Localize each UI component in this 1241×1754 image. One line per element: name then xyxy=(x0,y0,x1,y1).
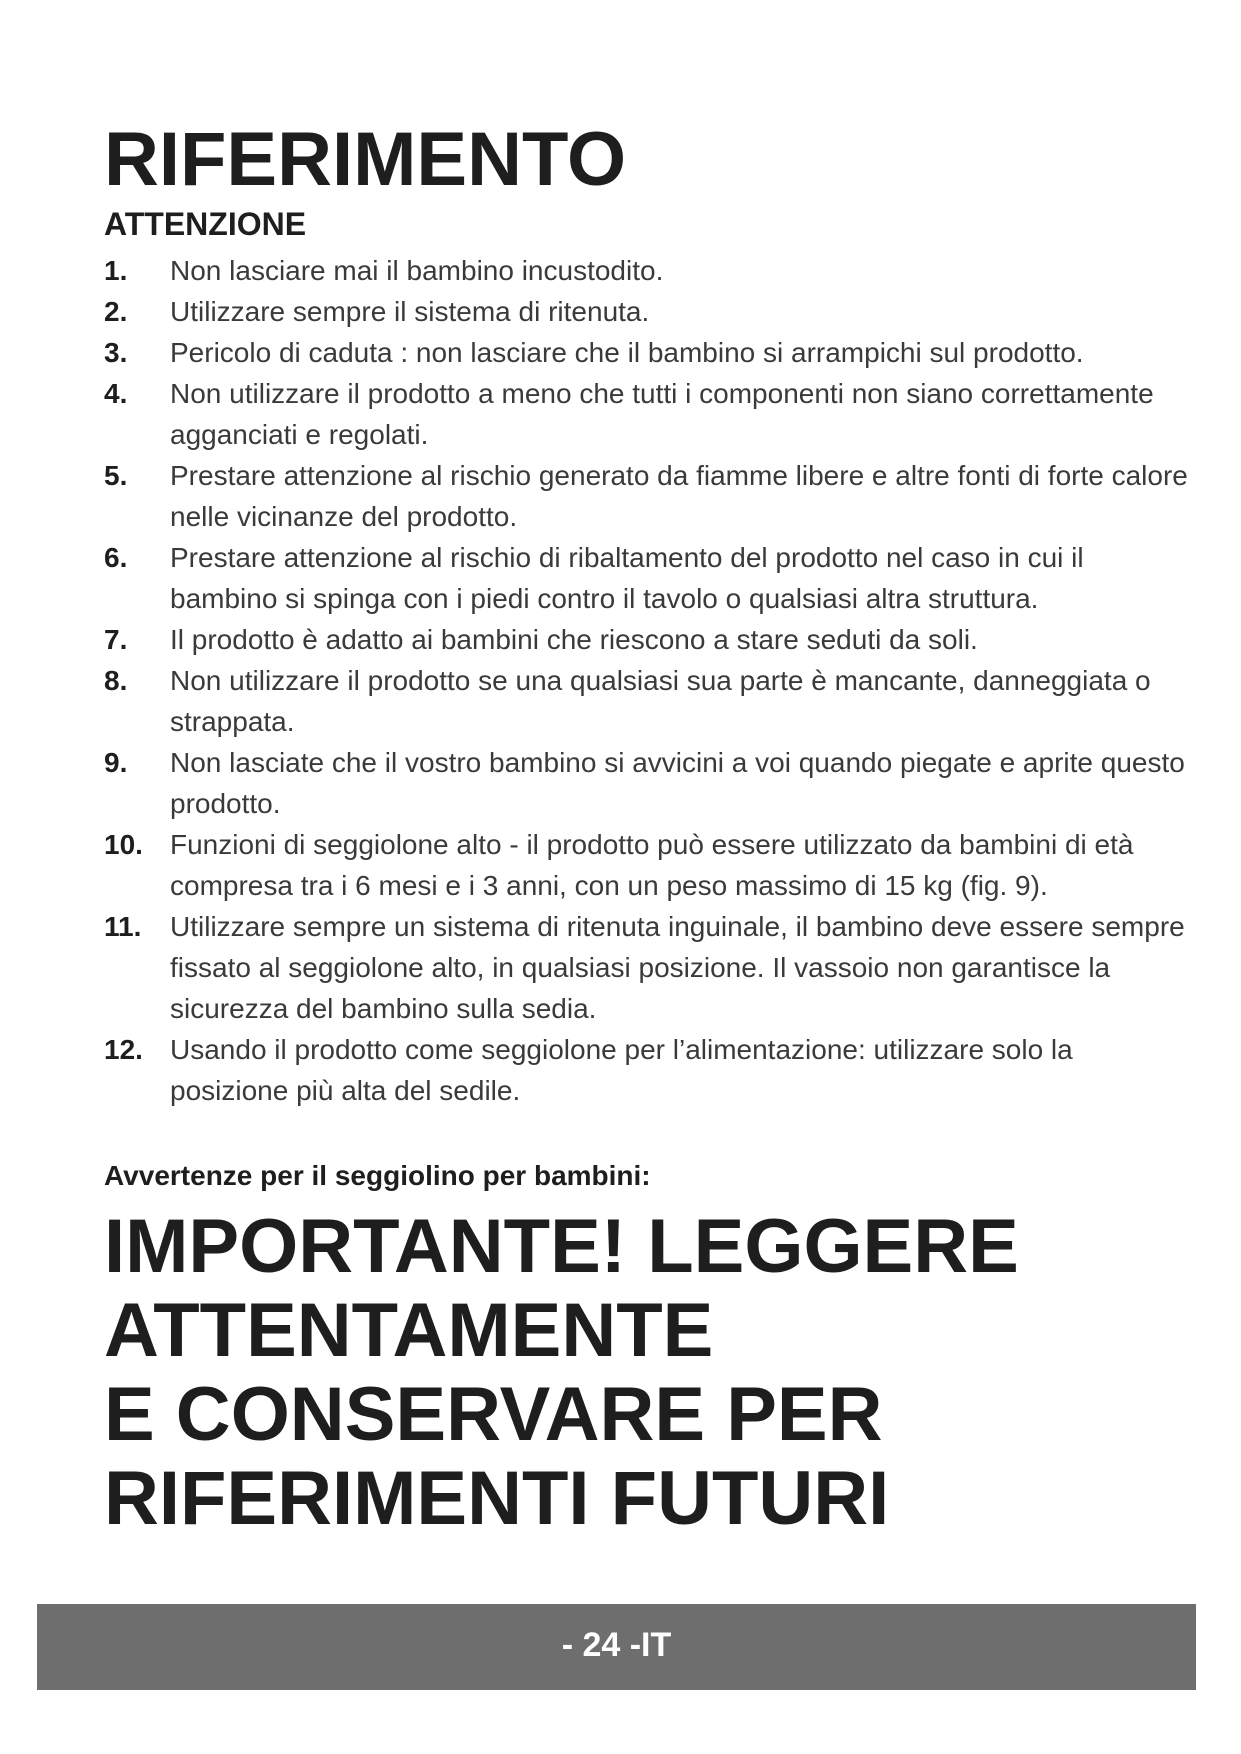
warning-item xyxy=(104,291,1194,332)
warning-text: Non lasciare mai il bambino incustodito. xyxy=(170,255,664,286)
warning-number: 12. xyxy=(104,1034,143,1065)
warning-text: Funzioni di seggiolone alto - il prodotto può essere utilizzato da bambini di età compresa tra i 6 mesi e i 3 anni, con un peso massimo di 15 kg (fig. 9). xyxy=(170,829,1134,901)
warning-item xyxy=(104,742,1194,824)
important-line: IMPORTANTE! LEGGERE xyxy=(104,1204,1019,1289)
warning-text: Utilizzare sempre un sistema di ritenuta inguinale, il bambino deve essere sempre fissato al seggiolone alto, in qualsiasi posizione. Il vassoio non garantisce la sicurezza del bambino sulla sedia. xyxy=(170,911,1185,1024)
warning-number: 6. xyxy=(104,542,128,573)
warning-item xyxy=(104,332,1194,373)
warning-text: Non utilizzare il prodotto se una qualsiasi sua parte è mancante, danneggiata o strappata. xyxy=(170,665,1151,737)
warning-item xyxy=(104,906,1194,1029)
warning-number: 4. xyxy=(104,378,128,409)
page-footer xyxy=(37,1604,1196,1690)
warning-text: Utilizzare sempre il sistema di ritenuta. xyxy=(170,296,650,327)
warning-number: 9. xyxy=(104,747,128,778)
warning-number: 10. xyxy=(104,829,143,860)
warning-number: 3. xyxy=(104,337,128,368)
important-line: RIFERIMENTI FUTURI xyxy=(104,1456,890,1541)
warning-item xyxy=(104,619,1194,660)
child-seat-warnings-label: Avvertenze per il seggiolino per bambini: xyxy=(104,1160,651,1191)
warning-text: Il prodotto è adatto ai bambini che riescono a stare seduti da soli. xyxy=(170,624,978,655)
warnings-list xyxy=(104,250,1194,1111)
important-notice xyxy=(104,1205,1144,1541)
warning-number: 5. xyxy=(104,460,128,491)
warning-item xyxy=(104,455,1194,537)
warning-number: 8. xyxy=(104,665,128,696)
warning-number: 11. xyxy=(104,911,142,942)
warning-text: Prestare attenzione al rischio generato da fiamme libere e altre fonti di forte calore nelle vicinanze del prodotto. xyxy=(170,460,1188,532)
warning-number: 1. xyxy=(104,255,128,286)
warning-number: 2. xyxy=(104,296,128,327)
warning-text: Non utilizzare il prodotto a meno che tutti i componenti non siano correttamente agganciati e regolati. xyxy=(170,378,1154,450)
warning-item xyxy=(104,824,1194,906)
warning-number: 7. xyxy=(104,624,128,655)
warning-text: Pericolo di caduta : non lasciare che il bambino si arrampichi sul prodotto. xyxy=(170,337,1084,368)
warning-item xyxy=(104,660,1194,742)
important-line: ATTENTAMENTE xyxy=(104,1288,714,1373)
warning-item xyxy=(104,537,1194,619)
warning-text: Prestare attenzione al rischio di ribaltamento del prodotto nel caso in cui il bambino si spinga con i piedi contro il tavolo o qualsiasi altra struttura. xyxy=(170,542,1084,614)
important-line: E CONSERVARE PER xyxy=(104,1372,883,1457)
page-number: - 24 -IT xyxy=(561,1626,672,1664)
page-title: RIFERIMENTO xyxy=(104,117,627,202)
warning-item xyxy=(104,250,1194,291)
warning-text: Usando il prodotto come seggiolone per l’alimentazione: utilizzare solo la posizione più alta del sedile. xyxy=(170,1034,1073,1106)
warning-item xyxy=(104,373,1194,455)
section-heading-attention: ATTENZIONE xyxy=(104,206,307,242)
warning-text: Non lasciate che il vostro bambino si avvicini a voi quando piegate e aprite questo prodotto. xyxy=(170,747,1185,819)
warning-item xyxy=(104,1029,1194,1111)
